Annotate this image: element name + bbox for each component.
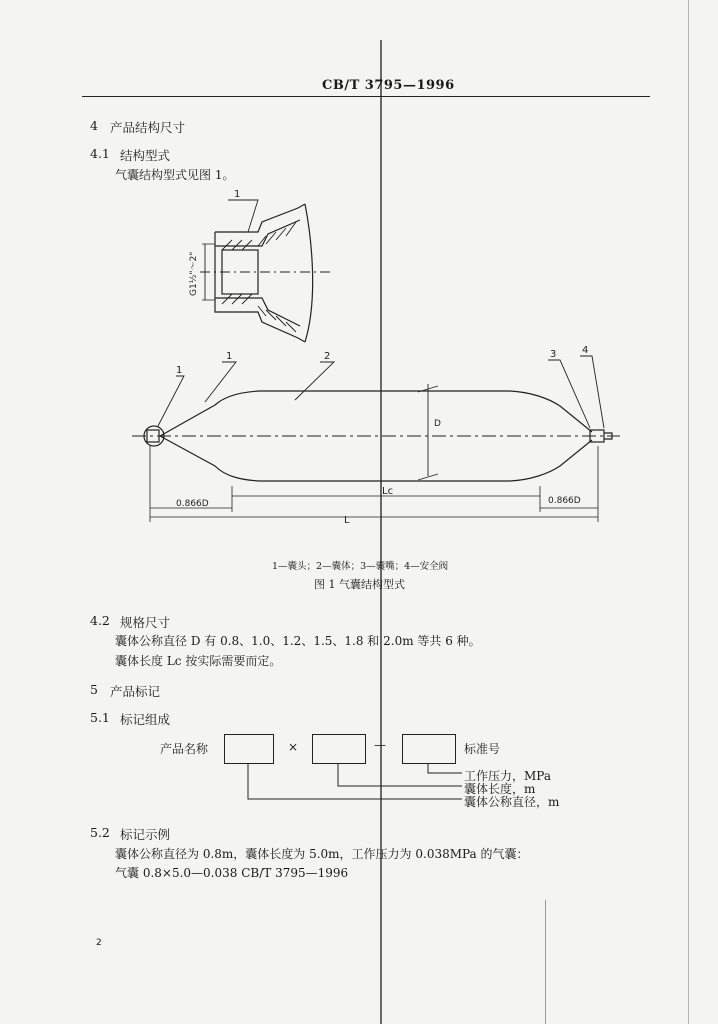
callout-3: 3 [550, 349, 557, 360]
section-5-2-title: 标记示例 [120, 827, 171, 842]
section-5-number: 5 [90, 682, 98, 697]
section-4-1-text: 气囊结构型式见图 1。 [115, 168, 235, 182]
section-5-1-number: 5.1 [90, 710, 110, 725]
page-number: 2 [96, 938, 102, 948]
callout-4: 4 [582, 345, 589, 356]
dim-right-label: 0.866D [548, 496, 581, 506]
dim-lc-label: Lc [382, 486, 394, 497]
section-4-title: 产品结构尺寸 [110, 120, 186, 135]
section-4-1-number: 4.1 [90, 146, 110, 161]
section-4-2-line2: 囊体长度 Lc 按实际需要而定。 [115, 654, 282, 668]
marking-length-label: 囊体长度，m [464, 782, 536, 796]
section-4-2-line1: 囊体公称直径 D 有 0.8、1.0、1.2、1.5、1.8 和 2.0m 等共 6 种。 [115, 634, 481, 648]
dim-left-label: 0.866D [176, 499, 209, 509]
section-4-2-title: 规格尺寸 [120, 615, 171, 630]
marking-diameter-label: 囊体公称直径，m [464, 795, 560, 809]
callout-2: 2 [324, 351, 331, 362]
callout-1b: 1 [226, 351, 233, 362]
detail-label: 1 [234, 189, 241, 200]
section-5-2-number: 5.2 [90, 825, 110, 840]
standard-code: CB/T 3795—1996 [322, 78, 455, 93]
section-5-title: 产品标记 [110, 684, 161, 699]
thread-label: G1½"～2" [189, 251, 199, 296]
section-5-1-title: 标记组成 [120, 712, 171, 727]
figure-1-legend: 1—囊头；2—囊体；3—囊嘴；4—安全阀 [272, 561, 449, 572]
section-5-2-line2: 气囊 0.8×5.0—0.038 CB/T 3795—1996 [115, 866, 349, 880]
marking-product-name: 产品名称 [160, 742, 209, 756]
marking-dash: — [374, 738, 386, 752]
dim-d-label: D [434, 419, 441, 429]
marking-times: × [288, 740, 299, 754]
section-5-2-line1: 囊体公称直径为 0.8m，囊体长度为 5.0m，工作压力为 0.038MPa 的气囊： [115, 847, 529, 861]
marking-pressure-label: 工作压力，MPa [464, 769, 551, 783]
section-4-number: 4 [90, 118, 98, 133]
dim-l-label: L [344, 515, 350, 526]
section-4-1-title: 结构型式 [120, 148, 171, 163]
figure-1-caption: 图 1 气囊结构型式 [314, 578, 405, 591]
section-4-2-number: 4.2 [90, 613, 110, 628]
marking-standard-no: 标准号 [464, 742, 501, 756]
callout-1a: 1 [176, 365, 183, 376]
